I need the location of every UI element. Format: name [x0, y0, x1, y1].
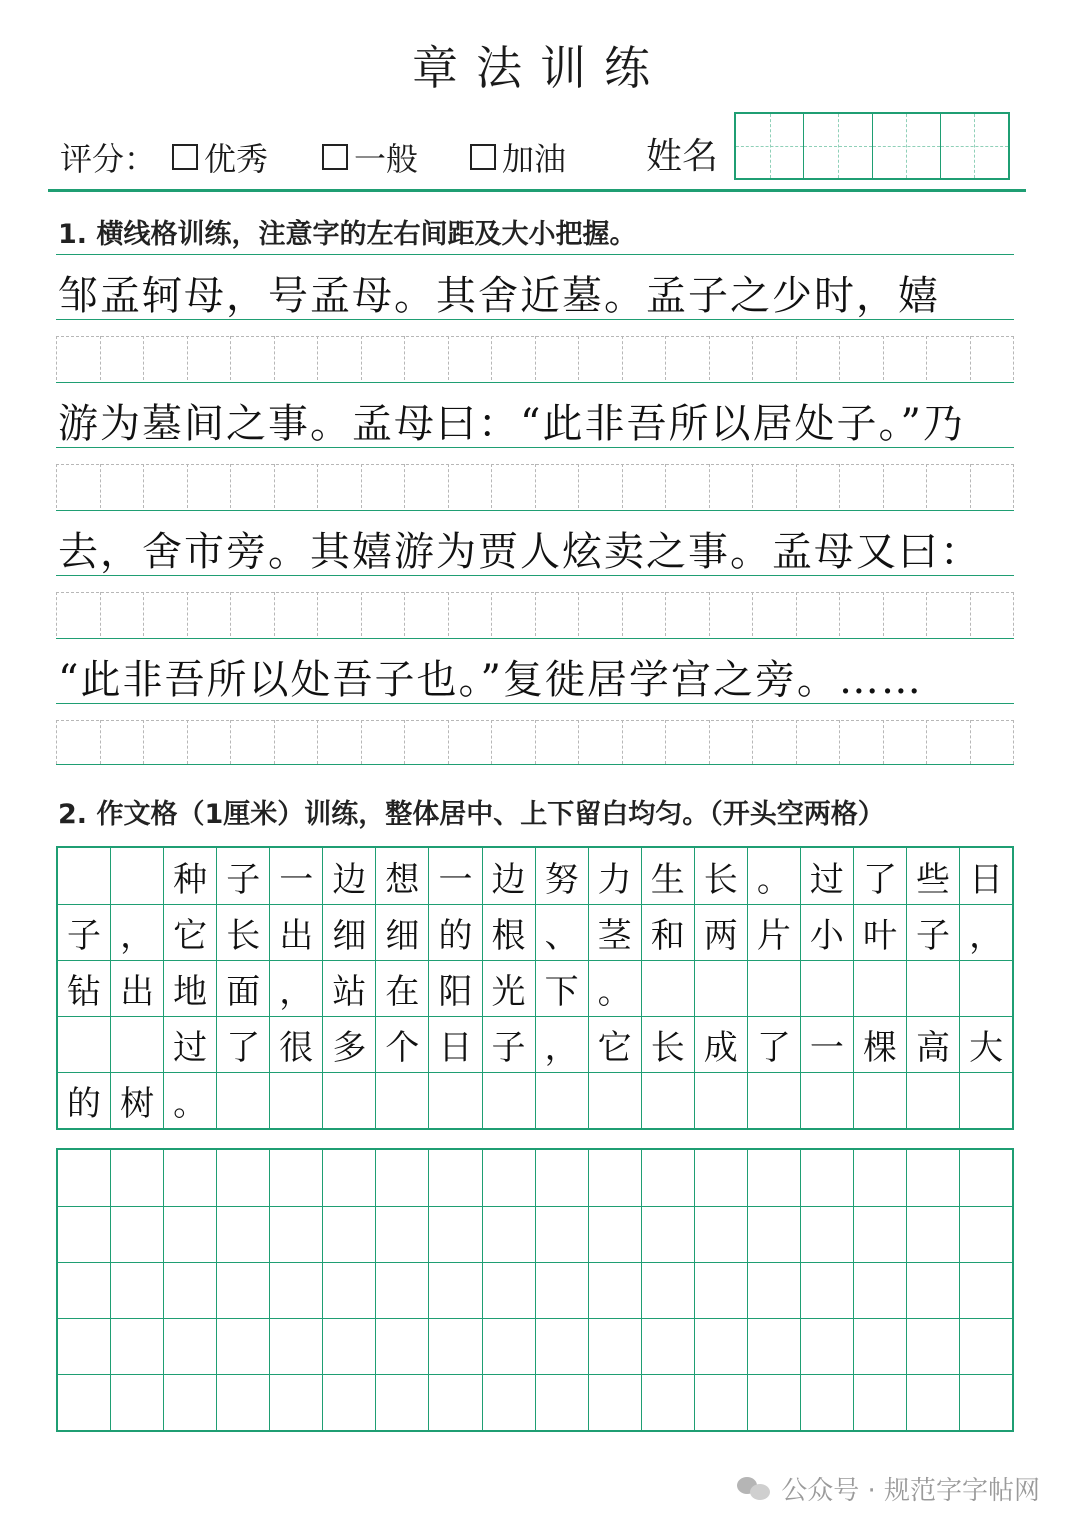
rating-option-label: 优秀	[204, 140, 269, 178]
grid-cell	[853, 961, 906, 1016]
grid-cell: 日	[428, 1017, 481, 1072]
grid-cell: 树	[110, 1073, 163, 1128]
rating-option-label: 加油	[502, 140, 567, 178]
grid-cell[interactable]	[375, 1375, 428, 1430]
grid-cell[interactable]	[694, 1207, 747, 1262]
grid-cell: 子	[67, 916, 102, 956]
grid-cell: 大	[959, 1017, 1012, 1072]
grid-cell: 下	[535, 961, 588, 1016]
grid-cell[interactable]	[110, 1263, 163, 1318]
grid-cell	[375, 1073, 428, 1128]
footer-watermark	[737, 1466, 1040, 1510]
grid-cell: 个	[375, 1017, 428, 1072]
grid-cell: 小	[800, 905, 853, 960]
grid-cell[interactable]	[110, 1207, 163, 1262]
grid-cell: ，	[269, 961, 322, 1016]
grid-cell[interactable]	[588, 1319, 641, 1374]
grid-cell	[694, 961, 747, 1016]
grid-cell: 出	[110, 961, 163, 1016]
grid-cell: 过	[800, 848, 853, 904]
grid-row	[58, 1016, 1012, 1072]
checkbox-icon[interactable]	[322, 144, 348, 170]
grid-cell[interactable]	[216, 1375, 269, 1430]
grid-cell: 种	[163, 848, 216, 904]
grid-cell: 根	[482, 905, 535, 960]
grid-cell	[906, 1073, 959, 1128]
grid-cell[interactable]	[906, 1263, 959, 1318]
grid-cell[interactable]	[163, 1207, 216, 1262]
practice-top-line	[56, 510, 1014, 511]
grid-cell: 些	[906, 848, 959, 904]
grid-cell[interactable]	[959, 1207, 1012, 1262]
grid-cell[interactable]	[694, 1319, 747, 1374]
grid-row[interactable]	[58, 1318, 1012, 1374]
grid-cell	[58, 848, 110, 904]
grid-cell: 棵	[853, 1017, 906, 1072]
grid-cell[interactable]	[694, 1150, 747, 1206]
page-title: 章法训练	[412, 41, 668, 95]
grid-cell	[322, 1073, 375, 1128]
grid-cell[interactable]	[747, 1263, 800, 1318]
grid-cell[interactable]	[800, 1263, 853, 1318]
grid-cell: 钻	[67, 972, 102, 1012]
grid-cell[interactable]	[747, 1150, 800, 1206]
grid-cell[interactable]	[853, 1263, 906, 1318]
practice-guide-bottom	[56, 764, 1014, 765]
practice-top-line	[56, 638, 1014, 639]
grid-cell: 叶	[853, 905, 906, 960]
practice-baseline	[56, 703, 1014, 704]
grid-cell: ，	[959, 905, 1012, 960]
grid-cell	[110, 1017, 163, 1072]
grid-cell[interactable]	[428, 1263, 481, 1318]
grid-cell[interactable]	[800, 1207, 853, 1262]
grid-cell[interactable]	[58, 1263, 110, 1318]
grid-cell	[588, 1073, 641, 1128]
grid-cell: 茎	[588, 905, 641, 960]
name-cell[interactable]	[736, 114, 803, 178]
grid-cell	[269, 1073, 322, 1128]
rating-option-excellent[interactable]	[172, 134, 268, 180]
grid-cell[interactable]	[58, 1319, 110, 1374]
name-cell[interactable]	[872, 114, 940, 178]
grid-cell[interactable]	[58, 1150, 110, 1206]
grid-cell[interactable]	[269, 1150, 322, 1206]
grid-cell[interactable]	[853, 1319, 906, 1374]
grid-cell[interactable]	[959, 1375, 1012, 1430]
grid-cell[interactable]	[906, 1375, 959, 1430]
grid-cell[interactable]	[216, 1150, 269, 1206]
grid-cell: 一	[428, 848, 481, 904]
grid-cell: 和	[641, 905, 694, 960]
grid-cell: 了	[216, 1017, 269, 1072]
grid-cell: 出	[269, 905, 322, 960]
grid-cell[interactable]	[322, 1375, 375, 1430]
grid-cell[interactable]	[375, 1319, 428, 1374]
grid-cell[interactable]	[428, 1150, 481, 1206]
grid-row[interactable]	[58, 1262, 1012, 1318]
grid-cell[interactable]	[482, 1319, 535, 1374]
grid-cell: 边	[482, 848, 535, 904]
grid-cell: ，	[110, 905, 163, 960]
grid-cell[interactable]	[428, 1207, 481, 1262]
grid-cell: 很	[269, 1017, 322, 1072]
grid-cell	[216, 1073, 269, 1128]
grid-cell: 了	[747, 1017, 800, 1072]
grid-cell[interactable]	[800, 1150, 853, 1206]
grid-cell: 高	[906, 1017, 959, 1072]
practice-top-line	[56, 254, 1014, 255]
grid-cell: 光	[482, 961, 535, 1016]
grid-cell[interactable]	[959, 1263, 1012, 1318]
grid-cell	[694, 1073, 747, 1128]
rating-label: 评分：	[60, 140, 157, 178]
grid-cell[interactable]	[641, 1375, 694, 1430]
grid-cell[interactable]	[269, 1263, 322, 1318]
practice-line-text: 游为墓间之事。孟母曰：“此非吾所以居处子。”乃	[58, 401, 965, 447]
grid-cell: 边	[322, 848, 375, 904]
grid-cell[interactable]	[322, 1263, 375, 1318]
grid-cell[interactable]	[163, 1263, 216, 1318]
grid-cell[interactable]	[428, 1375, 481, 1430]
grid-cell[interactable]	[482, 1207, 535, 1262]
grid-cell: ，	[535, 1017, 588, 1072]
grid-cell[interactable]	[163, 1375, 216, 1430]
grid-cell[interactable]	[269, 1375, 322, 1430]
rating-option-keep-going[interactable]	[470, 134, 566, 180]
grid-cell[interactable]	[110, 1150, 163, 1206]
grid-cell[interactable]	[216, 1319, 269, 1374]
grid-cell[interactable]	[747, 1207, 800, 1262]
grid-cell	[747, 961, 800, 1016]
grid-cell[interactable]	[216, 1263, 269, 1318]
name-cell[interactable]	[803, 114, 871, 178]
grid-cell[interactable]	[535, 1150, 588, 1206]
grid-cell[interactable]	[428, 1319, 481, 1374]
practice-guide-row[interactable]	[56, 592, 1014, 636]
grid-cell[interactable]	[535, 1263, 588, 1318]
practice-baseline	[56, 319, 1014, 320]
grid-cell: 生	[641, 848, 694, 904]
practice-guide-row[interactable]	[56, 336, 1014, 380]
grid-cell: 一	[800, 1017, 853, 1072]
grid-cell: 子	[216, 848, 269, 904]
grid-cell: 子	[482, 1017, 535, 1072]
grid-row	[58, 848, 1012, 904]
grid-cell[interactable]	[906, 1319, 959, 1374]
rating-option-average[interactable]	[322, 134, 418, 180]
grid-cell: 面	[216, 961, 269, 1016]
grid-cell: 过	[163, 1017, 216, 1072]
grid-cell: 子	[906, 905, 959, 960]
grid-cell: 努	[535, 848, 588, 904]
grid-cell	[959, 961, 1012, 1016]
practice-guide-row[interactable]	[56, 464, 1014, 508]
grid-cell[interactable]	[482, 1375, 535, 1430]
grid-cell: 成	[694, 1017, 747, 1072]
name-cell[interactable]	[940, 114, 1008, 178]
grid-cell: 它	[163, 905, 216, 960]
grid-cell	[800, 1073, 853, 1128]
grid-cell	[747, 1073, 800, 1128]
grid-cell[interactable]	[375, 1207, 428, 1262]
grid-cell[interactable]	[375, 1150, 428, 1206]
practice-baseline	[56, 575, 1014, 576]
essay-grid-empty[interactable]	[56, 1148, 1014, 1432]
grid-cell: 日	[959, 848, 1012, 904]
grid-cell[interactable]	[588, 1207, 641, 1262]
grid-cell	[641, 1073, 694, 1128]
grid-cell: 片	[747, 905, 800, 960]
grid-cell[interactable]	[535, 1319, 588, 1374]
grid-cell: 细	[375, 905, 428, 960]
grid-cell[interactable]	[588, 1263, 641, 1318]
grid-cell[interactable]	[906, 1150, 959, 1206]
grid-cell[interactable]	[535, 1207, 588, 1262]
grid-row[interactable]	[58, 1206, 1012, 1262]
grid-cell: 了	[853, 848, 906, 904]
grid-cell: 它	[588, 1017, 641, 1072]
grid-cell[interactable]	[959, 1319, 1012, 1374]
practice-top-line	[56, 382, 1014, 383]
grid-cell[interactable]	[588, 1150, 641, 1206]
grid-cell: 阳	[428, 961, 481, 1016]
grid-cell	[428, 1073, 481, 1128]
grid-cell[interactable]	[322, 1150, 375, 1206]
checkbox-icon[interactable]	[470, 144, 496, 170]
practice-guide-row[interactable]	[56, 720, 1014, 764]
grid-cell[interactable]	[269, 1319, 322, 1374]
checkbox-icon[interactable]	[172, 144, 198, 170]
grid-row	[58, 904, 1012, 960]
grid-cell	[110, 848, 163, 904]
grid-cell[interactable]	[641, 1263, 694, 1318]
grid-cell: 地	[163, 961, 216, 1016]
grid-cell[interactable]	[747, 1319, 800, 1374]
grid-cell[interactable]	[853, 1150, 906, 1206]
footer-text: 公众号 · 规范字字帖网	[781, 1475, 1040, 1506]
name-label: 姓名	[646, 136, 719, 177]
grid-cell[interactable]	[482, 1150, 535, 1206]
grid-cell[interactable]	[906, 1207, 959, 1262]
rating-option-label: 一般	[354, 140, 419, 178]
section1-instruction: 1. 横线格训练，注意字的左右间距及大小把握。	[58, 219, 637, 250]
section2-instruction: 2. 作文格（1厘米）训练，整体居中、上下留白均匀。（开头空两格）	[58, 799, 885, 830]
grid-cell: 长	[216, 905, 269, 960]
grid-cell[interactable]	[747, 1375, 800, 1430]
grid-cell: 两	[694, 905, 747, 960]
grid-cell: 。	[747, 848, 800, 904]
practice-line-text: 去，舍市旁。其嬉游为贾人炫卖之事。孟母又曰：	[58, 529, 982, 575]
grid-cell[interactable]	[269, 1207, 322, 1262]
grid-cell[interactable]	[959, 1150, 1012, 1206]
grid-cell[interactable]	[853, 1207, 906, 1262]
grid-cell	[906, 961, 959, 1016]
grid-cell[interactable]	[641, 1319, 694, 1374]
grid-cell[interactable]	[110, 1319, 163, 1374]
grid-row[interactable]	[58, 1374, 1012, 1430]
grid-cell[interactable]	[58, 1207, 110, 1262]
grid-cell[interactable]	[482, 1263, 535, 1318]
grid-cell: 的	[67, 1084, 102, 1124]
practice-line-text: 邹孟轲母，号孟母。其舍近墓。孟子之少时，嬉	[58, 273, 940, 319]
grid-cell[interactable]	[800, 1319, 853, 1374]
grid-cell: 站	[322, 961, 375, 1016]
grid-cell: 想	[375, 848, 428, 904]
grid-cell: 的	[428, 905, 481, 960]
grid-row[interactable]	[58, 1150, 1012, 1206]
grid-cell[interactable]	[641, 1207, 694, 1262]
grid-cell: 长	[641, 1017, 694, 1072]
grid-cell[interactable]	[110, 1375, 163, 1430]
grid-cell[interactable]	[58, 1375, 110, 1430]
grid-cell[interactable]	[853, 1375, 906, 1430]
grid-cell[interactable]	[535, 1375, 588, 1430]
grid-cell: 细	[322, 905, 375, 960]
grid-cell[interactable]	[694, 1263, 747, 1318]
name-input-grid[interactable]	[734, 112, 1010, 180]
grid-cell: 一	[269, 848, 322, 904]
grid-cell: 长	[694, 848, 747, 904]
grid-cell: 。	[163, 1073, 216, 1128]
practice-line-text: “此非吾所以处吾子也。”复徙居学宫之旁。……	[58, 657, 923, 703]
grid-cell[interactable]	[375, 1263, 428, 1318]
grid-cell[interactable]	[694, 1375, 747, 1430]
grid-row	[58, 1072, 1012, 1128]
grid-cell	[800, 961, 853, 1016]
grid-cell[interactable]	[800, 1375, 853, 1430]
grid-cell[interactable]	[163, 1319, 216, 1374]
grid-cell[interactable]	[588, 1375, 641, 1430]
grid-cell[interactable]	[216, 1207, 269, 1262]
grid-cell	[482, 1073, 535, 1128]
header-divider	[48, 189, 1026, 192]
grid-cell	[535, 1073, 588, 1128]
grid-cell[interactable]	[641, 1150, 694, 1206]
grid-cell	[58, 1017, 110, 1072]
practice-baseline	[56, 447, 1014, 448]
grid-cell[interactable]	[322, 1207, 375, 1262]
grid-cell: 多	[322, 1017, 375, 1072]
grid-cell[interactable]	[163, 1150, 216, 1206]
wechat-icon	[737, 1475, 771, 1501]
grid-cell: 、	[535, 905, 588, 960]
grid-cell	[641, 961, 694, 1016]
grid-cell: 力	[588, 848, 641, 904]
grid-cell	[959, 1073, 1012, 1128]
grid-cell[interactable]	[322, 1319, 375, 1374]
grid-row	[58, 960, 1012, 1016]
grid-cell	[853, 1073, 906, 1128]
essay-grid-filled	[56, 846, 1014, 1130]
grid-cell: 。	[588, 961, 641, 1016]
grid-cell: 在	[375, 961, 428, 1016]
